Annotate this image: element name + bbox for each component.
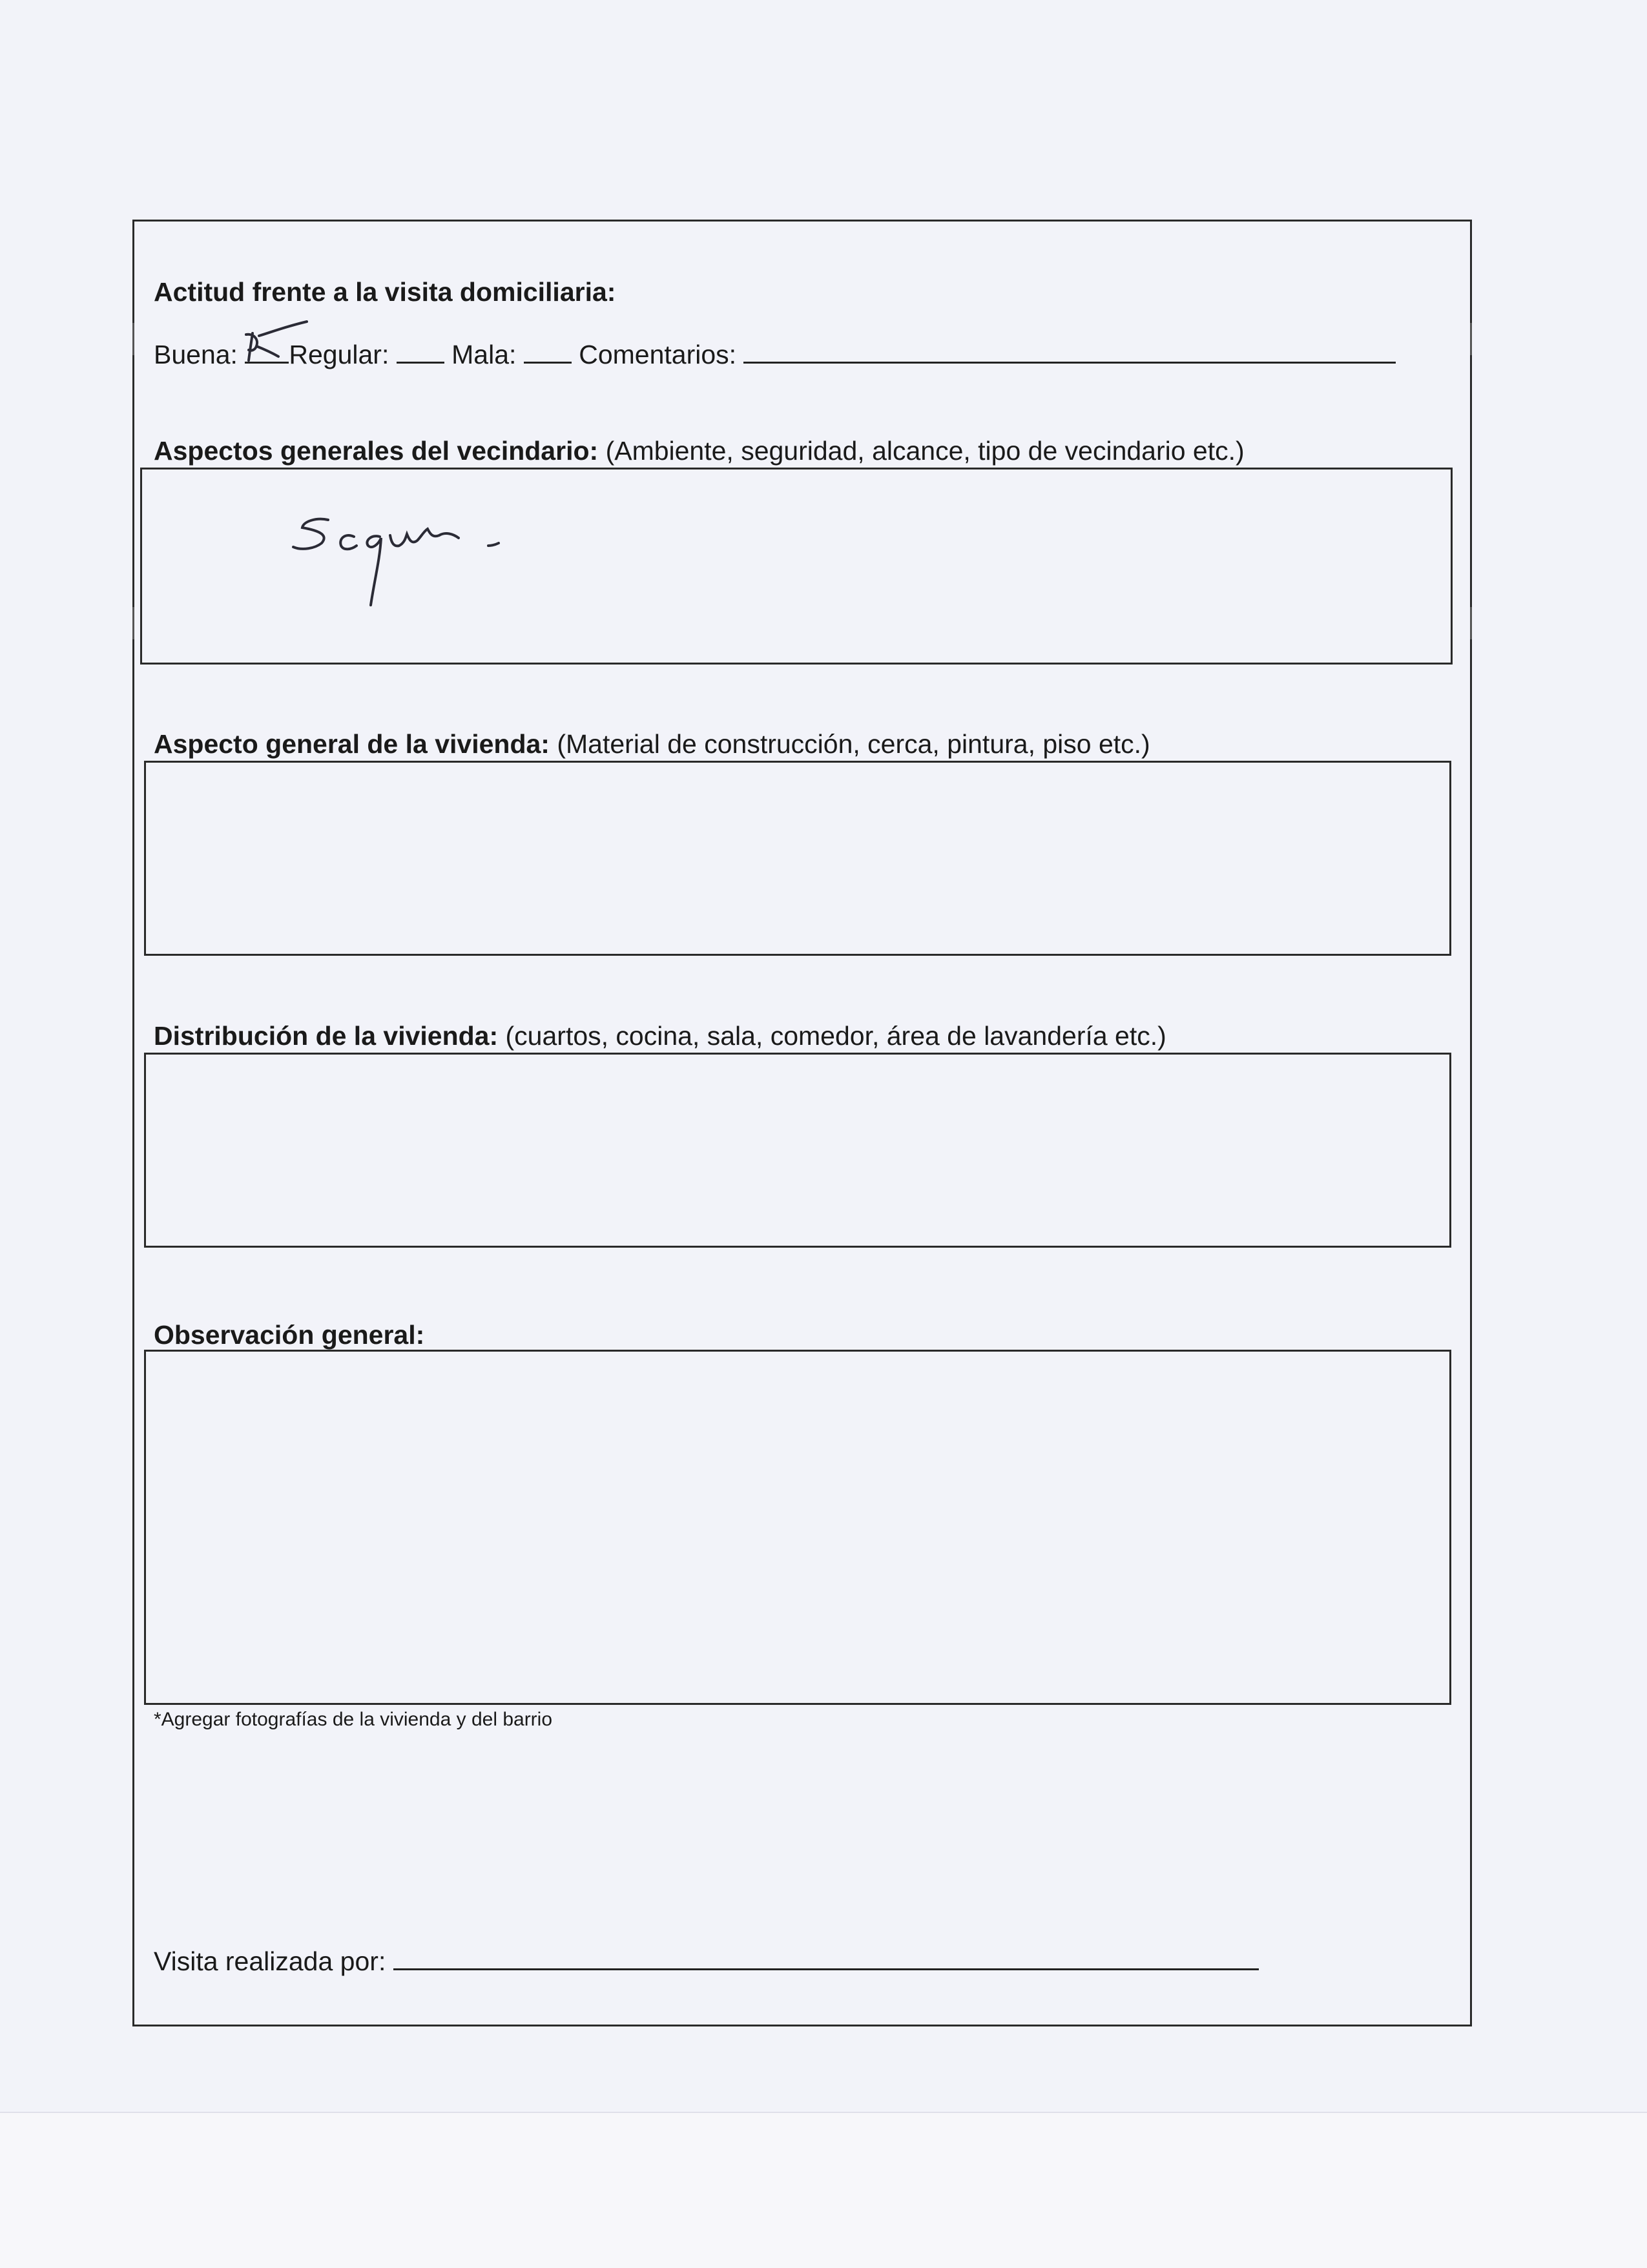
vecindario-box[interactable]	[140, 468, 1453, 665]
regular-field[interactable]	[397, 338, 444, 364]
vecindario-heading	[154, 435, 1245, 466]
distribucion-box[interactable]	[144, 1053, 1451, 1248]
photos-note: *Agregar fotografías de la vivienda y del barrio	[154, 1709, 553, 1730]
scan-mark	[132, 607, 134, 639]
visita-field[interactable]	[393, 1945, 1259, 1970]
scan-bottom-margin	[0, 2112, 1647, 2268]
comentarios-label: Comentarios:	[579, 340, 737, 369]
vivienda-box[interactable]	[144, 761, 1451, 956]
regular-label: Regular:	[289, 340, 389, 369]
observacion-title: Observación general:	[154, 1320, 425, 1350]
distribucion-heading	[154, 1020, 1166, 1051]
vivienda-hint: (Material de construcción, cerca, pintura, piso etc.)	[557, 729, 1150, 759]
visita-row	[154, 1945, 1259, 1977]
mala-label: Mala:	[451, 340, 517, 369]
comentarios-field[interactable]	[743, 338, 1396, 364]
observacion-box[interactable]	[144, 1350, 1451, 1705]
buena-field[interactable]	[245, 338, 289, 364]
scan-mark	[132, 323, 134, 355]
handwritten-seguro	[284, 508, 530, 618]
scan-mark	[1470, 323, 1472, 355]
buena-label: Buena:	[154, 340, 238, 369]
scan-mark	[1470, 607, 1472, 639]
visita-label: Visita realizada por:	[154, 1946, 386, 1976]
distribucion-hint: (cuartos, cocina, sala, comedor, área de lavandería etc.)	[505, 1021, 1166, 1051]
vecindario-title: Aspectos generales del vecindario:	[154, 436, 599, 466]
distribucion-title: Distribución de la vivienda:	[154, 1021, 499, 1051]
vivienda-heading	[154, 728, 1150, 759]
vivienda-title: Aspecto general de la vivienda:	[154, 729, 550, 759]
checkmark-icon	[240, 320, 311, 366]
actitud-options-row	[154, 338, 1396, 370]
mala-field[interactable]	[524, 338, 572, 364]
vecindario-hint: (Ambiente, seguridad, alcance, tipo de vecindario etc.)	[605, 436, 1245, 466]
actitud-title: Actitud frente a la visita domiciliaria:	[154, 277, 616, 307]
